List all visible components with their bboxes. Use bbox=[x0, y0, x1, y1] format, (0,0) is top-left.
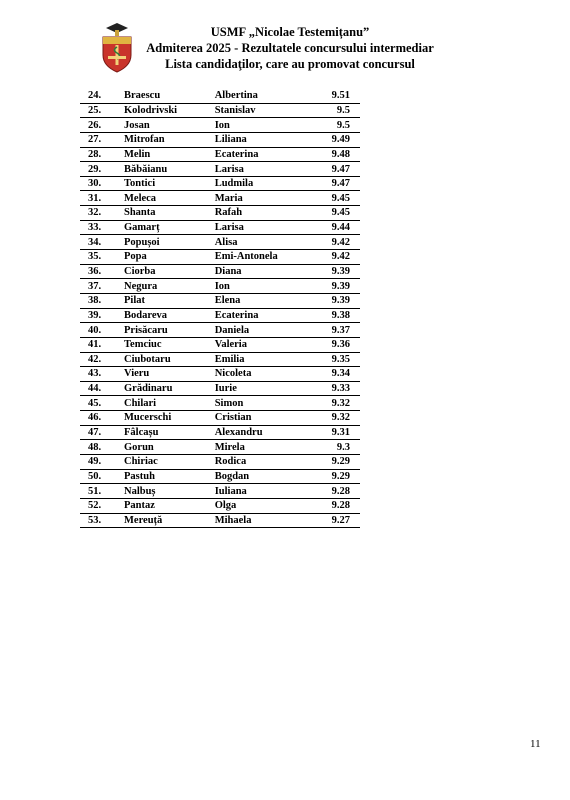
last-name: Braescu bbox=[124, 89, 215, 103]
row-number: 46. bbox=[80, 411, 124, 426]
last-name: Popa bbox=[124, 250, 215, 265]
table-row bbox=[80, 162, 360, 177]
table-row bbox=[80, 308, 360, 323]
last-name: Pastuh bbox=[124, 469, 215, 484]
last-name: Ciorba bbox=[124, 264, 215, 279]
first-name: Larisa bbox=[215, 162, 312, 177]
score: 9.27 bbox=[312, 513, 360, 528]
first-name: Mirela bbox=[215, 440, 312, 455]
last-name: Kolodrivski bbox=[124, 103, 215, 118]
row-number: 42. bbox=[80, 352, 124, 367]
table-row bbox=[80, 484, 360, 499]
first-name: Rafah bbox=[215, 206, 312, 221]
row-number: 36. bbox=[80, 264, 124, 279]
row-number: 43. bbox=[80, 367, 124, 382]
row-number: 39. bbox=[80, 308, 124, 323]
table-row bbox=[80, 425, 360, 440]
table-row bbox=[80, 250, 360, 265]
row-number: 28. bbox=[80, 147, 124, 162]
first-name: Emi-Antonela bbox=[215, 250, 312, 265]
table-row bbox=[80, 264, 360, 279]
row-number: 31. bbox=[80, 191, 124, 206]
last-name: Chiriac bbox=[124, 455, 215, 470]
first-name: Emilia bbox=[215, 352, 312, 367]
first-name: Liliana bbox=[215, 132, 312, 147]
last-name: Tontici bbox=[124, 176, 215, 191]
last-name: Ciubotaru bbox=[124, 352, 215, 367]
first-name: Albertina bbox=[215, 89, 312, 103]
last-name: Mitrofan bbox=[124, 132, 215, 147]
table-row bbox=[80, 191, 360, 206]
score: 9.39 bbox=[312, 293, 360, 308]
first-name: Maria bbox=[215, 191, 312, 206]
first-name: Ecaterina bbox=[215, 308, 312, 323]
last-name: Gorun bbox=[124, 440, 215, 455]
last-name: Băbăianu bbox=[124, 162, 215, 177]
first-name: Iuliana bbox=[215, 484, 312, 499]
score: 9.34 bbox=[312, 367, 360, 382]
score: 9.33 bbox=[312, 381, 360, 396]
table-row bbox=[80, 381, 360, 396]
score: 9.29 bbox=[312, 469, 360, 484]
row-number: 26. bbox=[80, 118, 124, 133]
row-number: 24. bbox=[80, 89, 124, 103]
table-row bbox=[80, 469, 360, 484]
table-row bbox=[80, 235, 360, 250]
last-name: Melin bbox=[124, 147, 215, 162]
table-row bbox=[80, 118, 360, 133]
last-name: Temciuc bbox=[124, 337, 215, 352]
score: 9.35 bbox=[312, 352, 360, 367]
table-row bbox=[80, 411, 360, 426]
row-number: 37. bbox=[80, 279, 124, 294]
score: 9.29 bbox=[312, 455, 360, 470]
last-name: Josan bbox=[124, 118, 215, 133]
score: 9.51 bbox=[312, 89, 360, 103]
university-crest-icon bbox=[100, 22, 134, 74]
score: 9.32 bbox=[312, 411, 360, 426]
last-name: Gamarț bbox=[124, 220, 215, 235]
row-number: 32. bbox=[80, 206, 124, 221]
score: 9.31 bbox=[312, 425, 360, 440]
row-number: 53. bbox=[80, 513, 124, 528]
first-name: Ion bbox=[215, 118, 312, 133]
first-name: Alisa bbox=[215, 235, 312, 250]
header-title: Admiterea 2025 - Rezultatele concursului intermediar bbox=[146, 41, 434, 55]
row-number: 50. bbox=[80, 469, 124, 484]
table-row bbox=[80, 455, 360, 470]
row-number: 44. bbox=[80, 381, 124, 396]
results-table bbox=[80, 89, 360, 528]
score: 9.47 bbox=[312, 162, 360, 177]
score: 9.39 bbox=[312, 264, 360, 279]
score: 9.45 bbox=[312, 191, 360, 206]
table-row bbox=[80, 396, 360, 411]
score: 9.42 bbox=[312, 235, 360, 250]
last-name: Nalbuș bbox=[124, 484, 215, 499]
score: 9.49 bbox=[312, 132, 360, 147]
last-name: Negura bbox=[124, 279, 215, 294]
score: 9.5 bbox=[312, 118, 360, 133]
row-number: 33. bbox=[80, 220, 124, 235]
score: 9.47 bbox=[312, 176, 360, 191]
first-name: Valeria bbox=[215, 337, 312, 352]
first-name: Simon bbox=[215, 396, 312, 411]
first-name: Ludmila bbox=[215, 176, 312, 191]
document-header bbox=[140, 24, 440, 72]
table-row bbox=[80, 206, 360, 221]
row-number: 30. bbox=[80, 176, 124, 191]
row-number: 41. bbox=[80, 337, 124, 352]
last-name: Bodareva bbox=[124, 308, 215, 323]
score: 9.3 bbox=[312, 440, 360, 455]
row-number: 25. bbox=[80, 103, 124, 118]
page-number: 11 bbox=[530, 738, 541, 750]
last-name: Fâlcașu bbox=[124, 425, 215, 440]
table-row bbox=[80, 103, 360, 118]
results-table-body bbox=[80, 89, 360, 528]
score: 9.45 bbox=[312, 206, 360, 221]
first-name: Alexandru bbox=[215, 425, 312, 440]
row-number: 38. bbox=[80, 293, 124, 308]
first-name: Mihaela bbox=[215, 513, 312, 528]
first-name: Olga bbox=[215, 498, 312, 513]
table-row bbox=[80, 440, 360, 455]
first-name: Ecaterina bbox=[215, 147, 312, 162]
last-name: Pilat bbox=[124, 293, 215, 308]
score: 9.44 bbox=[312, 220, 360, 235]
first-name: Iurie bbox=[215, 381, 312, 396]
first-name: Ion bbox=[215, 279, 312, 294]
table-row bbox=[80, 147, 360, 162]
table-row bbox=[80, 352, 360, 367]
row-number: 29. bbox=[80, 162, 124, 177]
table-row bbox=[80, 176, 360, 191]
first-name: Stanislav bbox=[215, 103, 312, 118]
last-name: Mucerschi bbox=[124, 411, 215, 426]
last-name: Meleca bbox=[124, 191, 215, 206]
row-number: 40. bbox=[80, 323, 124, 338]
first-name: Rodica bbox=[215, 455, 312, 470]
last-name: Popușoi bbox=[124, 235, 215, 250]
score: 9.37 bbox=[312, 323, 360, 338]
row-number: 48. bbox=[80, 440, 124, 455]
header-institution: USMF „Nicolae Testemițanu” bbox=[210, 25, 370, 39]
first-name: Nicoleta bbox=[215, 367, 312, 382]
last-name: Prisăcaru bbox=[124, 323, 215, 338]
first-name: Bogdan bbox=[215, 469, 312, 484]
row-number: 52. bbox=[80, 498, 124, 513]
score: 9.42 bbox=[312, 250, 360, 265]
table-row bbox=[80, 498, 360, 513]
table-row bbox=[80, 220, 360, 235]
table-row bbox=[80, 89, 360, 103]
row-number: 51. bbox=[80, 484, 124, 499]
table-row bbox=[80, 323, 360, 338]
row-number: 47. bbox=[80, 425, 124, 440]
score: 9.28 bbox=[312, 484, 360, 499]
last-name: Vieru bbox=[124, 367, 215, 382]
score: 9.28 bbox=[312, 498, 360, 513]
row-number: 35. bbox=[80, 250, 124, 265]
row-number: 49. bbox=[80, 455, 124, 470]
first-name: Elena bbox=[215, 293, 312, 308]
table-row bbox=[80, 337, 360, 352]
row-number: 45. bbox=[80, 396, 124, 411]
table-row bbox=[80, 367, 360, 382]
score: 9.38 bbox=[312, 308, 360, 323]
score: 9.48 bbox=[312, 147, 360, 162]
table-row bbox=[80, 513, 360, 528]
score: 9.5 bbox=[312, 103, 360, 118]
score: 9.32 bbox=[312, 396, 360, 411]
last-name: Pantaz bbox=[124, 498, 215, 513]
table-row bbox=[80, 132, 360, 147]
first-name: Cristian bbox=[215, 411, 312, 426]
last-name: Grădinaru bbox=[124, 381, 215, 396]
first-name: Diana bbox=[215, 264, 312, 279]
score: 9.36 bbox=[312, 337, 360, 352]
header-subtitle: Lista candidaţilor, care au promovat concursul bbox=[165, 57, 415, 71]
table-row bbox=[80, 279, 360, 294]
first-name: Daniela bbox=[215, 323, 312, 338]
row-number: 34. bbox=[80, 235, 124, 250]
score: 9.39 bbox=[312, 279, 360, 294]
last-name: Shanta bbox=[124, 206, 215, 221]
row-number: 27. bbox=[80, 132, 124, 147]
table-row bbox=[80, 293, 360, 308]
last-name: Chilari bbox=[124, 396, 215, 411]
first-name: Larisa bbox=[215, 220, 312, 235]
last-name: Mereuță bbox=[124, 513, 215, 528]
